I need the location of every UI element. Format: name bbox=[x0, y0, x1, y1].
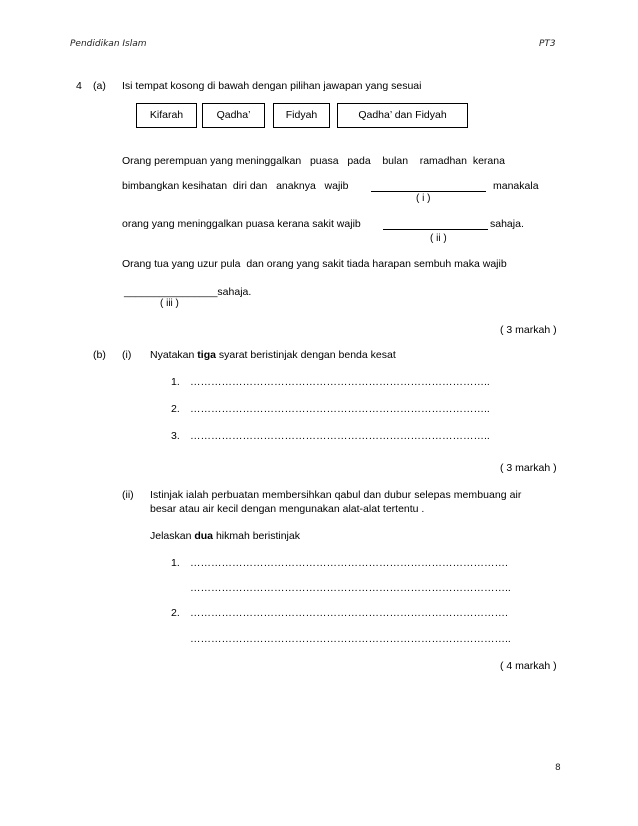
blank-ii-label: ( ii ) bbox=[430, 233, 447, 244]
sentence-line-2: bimbangkan kesihatan diri dan anaknya wajib bbox=[122, 180, 349, 192]
blank-iii-label: ( iii ) bbox=[160, 298, 179, 309]
sentence-line-5: ________________sahaja. bbox=[124, 286, 252, 298]
answer-number: 2. bbox=[171, 607, 180, 619]
part-b-ii-text-1: Istinjak ialah perbuatan membersihkan qabul dan dubur selepas membuang air bbox=[150, 489, 522, 501]
header-level: PT3 bbox=[539, 39, 556, 49]
answer-number: 2. bbox=[171, 403, 180, 415]
answer-dots[interactable]: ………………………………………………………………………….. bbox=[190, 403, 490, 415]
blank-ii-line[interactable] bbox=[383, 229, 488, 230]
option-box-qadha-dan-fidyah: Qadha’ dan Fidyah bbox=[337, 103, 468, 128]
answer-dots[interactable]: ……………………………………………………………………………….. bbox=[190, 633, 511, 645]
prompt-text-end: syarat beristinjak dengan benda kesat bbox=[215, 349, 396, 361]
blank-i-label: ( i ) bbox=[416, 193, 431, 204]
prompt-text: Nyatakan bbox=[150, 349, 198, 361]
part-b-ii-text-2: besar atau air kecil dengan mengunakan alat-alat tertentu . bbox=[150, 503, 425, 515]
part-b-label: (b) bbox=[93, 349, 106, 361]
sentence-line-2-end: manakala bbox=[493, 180, 539, 192]
part-b-i-marks: ( 3 markah ) bbox=[500, 462, 557, 474]
part-a-label: (a) bbox=[93, 80, 106, 92]
sentence-line-4: Orang tua yang uzur pula dan orang yang sakit tiada harapan sembuh maka wajib bbox=[122, 258, 507, 270]
option-box-fidyah: Fidyah bbox=[273, 103, 330, 128]
blank-i-line[interactable] bbox=[371, 191, 486, 192]
part-b-ii-label: (ii) bbox=[122, 489, 134, 501]
answer-number: 3. bbox=[171, 430, 180, 442]
question-number: 4 bbox=[76, 80, 82, 92]
answer-dots[interactable]: ………………………………………………………………………….. bbox=[190, 430, 490, 442]
prompt-bold: tiga bbox=[197, 349, 216, 361]
part-b-ii-prompt bbox=[150, 530, 300, 542]
option-box-qadha: Qadha’ bbox=[202, 103, 265, 128]
prompt-text-end: hikmah beristinjak bbox=[213, 530, 300, 542]
sentence-line-1: Orang perempuan yang meninggalkan puasa pada bulan ramadhan kerana bbox=[122, 155, 505, 167]
answer-number: 1. bbox=[171, 376, 180, 388]
prompt-text: Jelaskan bbox=[150, 530, 195, 542]
sentence-line-3: orang yang meninggalkan puasa kerana sakit wajib bbox=[122, 218, 361, 230]
page-number: 8 bbox=[555, 763, 561, 773]
answer-dots[interactable]: ………………………………………………………………………………. bbox=[190, 607, 508, 619]
part-b-i-prompt bbox=[150, 349, 396, 361]
part-a-instruction: Isi tempat kosong di bawah dengan pilihan jawapan yang sesuai bbox=[122, 80, 422, 92]
header-subject: Pendidikan Islam bbox=[70, 39, 147, 49]
answer-dots[interactable]: ………………………………………………………………………….. bbox=[190, 376, 490, 388]
answer-dots[interactable]: ………………………………………………………………………………. bbox=[190, 557, 508, 569]
answer-number: 1. bbox=[171, 557, 180, 569]
sentence-line-3-end: sahaja. bbox=[490, 218, 524, 230]
part-a-marks: ( 3 markah ) bbox=[500, 324, 557, 336]
prompt-bold: dua bbox=[194, 530, 214, 542]
option-box-kifarah: Kifarah bbox=[136, 103, 197, 128]
part-b-i-label: (i) bbox=[122, 349, 132, 361]
part-b-ii-marks: ( 4 markah ) bbox=[500, 660, 557, 672]
answer-dots[interactable]: ……………………………………………………………………………….. bbox=[190, 582, 511, 594]
